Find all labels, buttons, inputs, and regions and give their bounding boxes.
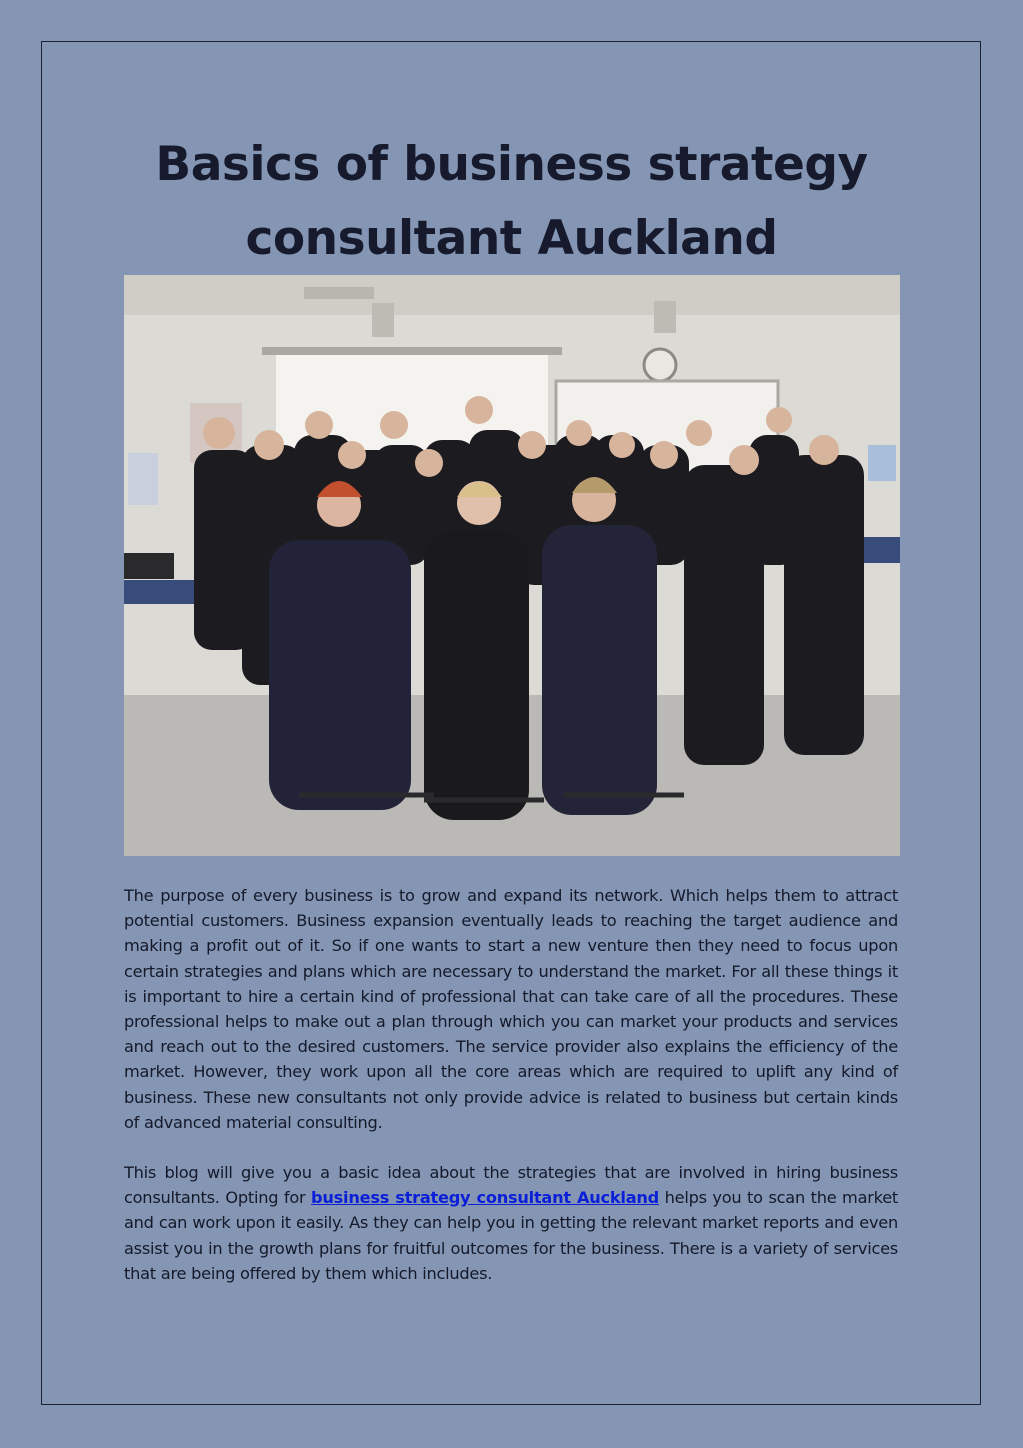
group-photo-illustration [124,275,900,856]
group-photo [124,275,900,856]
paragraph-1: The purpose of every business is to grow and expand its network. Which helps them to attract potential customers. Business expansion eventually leads to reaching the target audience and making a profit out of it. So if one wants to start a new venture then they need to focus upon certain strategies and plans which are necessary to understand the market. For all these things it is important to hire a certain kind of professional that can take care of all the procedures. These professional helps to make out a plan through which you can market your products and services and reach out to the desired customers. The service provider also explains the efficiency of the market. However, they work upon all the core areas which are required to uplift any kind of business. These new consultants not only provide advice is related to business but certain kinds of advanced material consulting. [124,886,898,1132]
paragraph-2-intro: This blog will give you a basic idea about the strategies that are involved in hiring business consultants. Opting for [124,1163,898,1208]
body-text [124,883,898,1311]
paragraph-2 [124,1160,898,1286]
consultant-link[interactable]: business strategy consultant Auckland [311,1188,659,1208]
paragraph-2-rest: helps you to scan the market and can work upon it easily. As they can help you in getting the relevant market reports and even assist you in the growth plans for fruitful outcomes for the business. There is a variety of services that are being offered by them which includes. [124,1188,898,1283]
document-title: Basics of business strategy consultant Auckland [155,137,868,266]
